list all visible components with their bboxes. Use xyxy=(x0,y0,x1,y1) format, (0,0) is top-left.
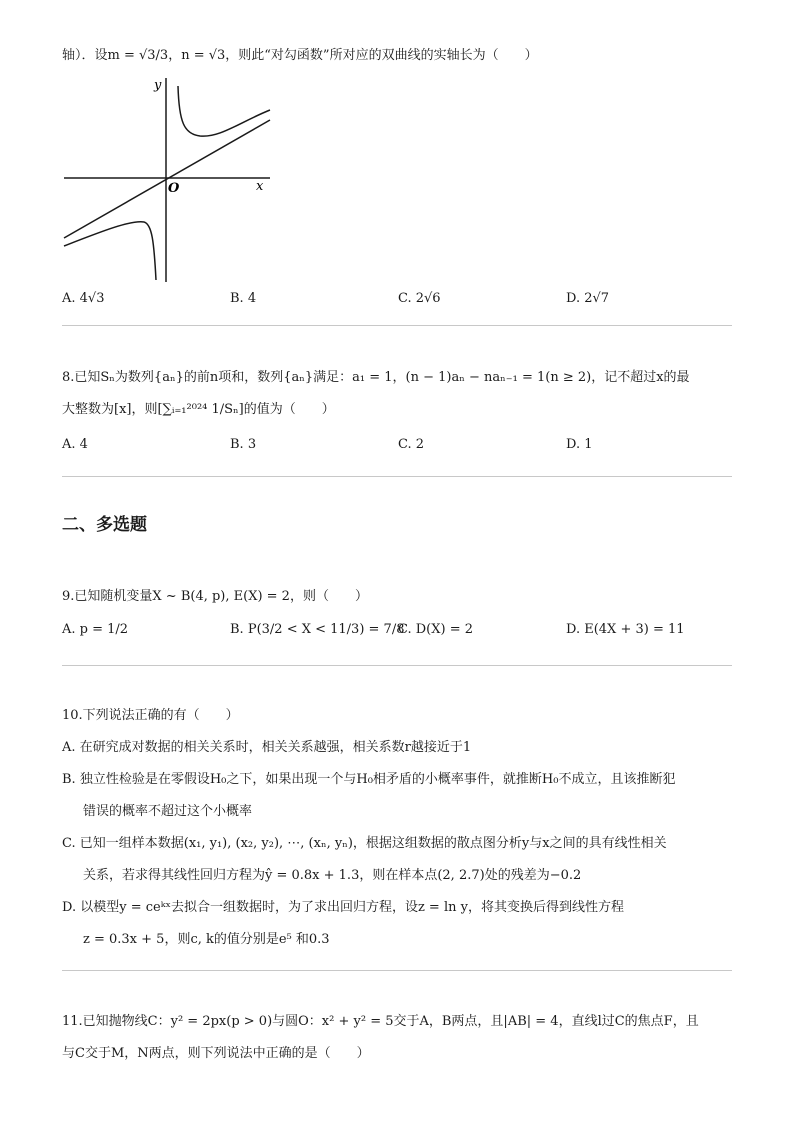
q9-option-a: A. p = 1/2 xyxy=(62,622,129,637)
q9-stem: 9.已知随机变量X ~ B(4, p), E(X) = 2，则（ ） xyxy=(62,589,368,604)
q10-option-b: B. 独立性检验是在零假设H₀之下，如果出现一个与H₀相矛盾的小概率事件，就推断H₀不成立，且该推断犯 xyxy=(62,772,676,787)
origin-label: O xyxy=(168,181,180,196)
x-axis-label: x xyxy=(256,179,264,194)
divider xyxy=(62,476,732,477)
divider xyxy=(62,665,732,666)
q8-option-d: D. 1 xyxy=(566,437,593,452)
q8-stem-line2: 大整数为[x]，则[∑ᵢ₌₁²⁰²⁴ 1/Sₙ]的值为（ ） xyxy=(62,402,335,417)
q9-option-b: B. P(3/2 < X < 11/3) = 7/8 xyxy=(230,622,405,637)
q10-option-c: C. 已知一组样本数据(x₁, y₁), (x₂, y₂), ⋯, (xₙ, yₙ)，根据这组数据的散点图分析y与x之间的具有线性相关 xyxy=(62,836,667,851)
section-title: 二、多选题 xyxy=(62,515,147,535)
q10-option-d-cont: z = 0.3x + 5，则c, k的值分别是e⁵ 和0.3 xyxy=(83,932,330,947)
q7-option-c: C. 2√6 xyxy=(398,291,441,306)
divider xyxy=(62,325,732,326)
asymptote-line xyxy=(64,120,270,238)
q8-stem-line1: 8.已知Sₙ为数列{aₙ}的前n项和，数列{aₙ}满足：a₁ = 1，(n − 1)aₙ − naₙ₋₁ = 1(n ≥ 2)，记不超过x的最 xyxy=(62,370,690,385)
q11-stem-line2: 与C交于M，N两点，则下列说法中正确的是（ ） xyxy=(62,1046,370,1061)
divider xyxy=(62,970,732,971)
hyperbola-graph xyxy=(60,72,275,287)
q8-option-c: C. 2 xyxy=(398,437,425,452)
q7-option-d: D. 2√7 xyxy=(566,291,610,306)
q9-option-c: C. D(X) = 2 xyxy=(398,622,473,637)
y-axis-label: y xyxy=(154,78,162,93)
q11-stem-line1: 11.已知抛物线C：y² = 2px(p > 0)与圆O：x² + y² = 5交于A，B两点，且|AB| = 4，直线l过C的焦点F，且 xyxy=(62,1014,699,1029)
q8-option-a: A. 4 xyxy=(62,437,88,452)
q8-option-b: B. 3 xyxy=(230,437,257,452)
q7-option-a: A. 4√3 xyxy=(62,291,105,306)
q10-option-c-cont: 关系，若求得其线性回归方程为ŷ = 0.8x + 1.3，则在样本点(2, 2.7)处的残差为−0.2 xyxy=(83,868,582,883)
q10-option-d: D. 以模型y = ceᵏˣ去拟合一组数据时，为了求出回归方程，设z = ln y，将其变换后得到线性方程 xyxy=(62,900,624,915)
q10-option-b-cont: 错误的概率不超过这个小概率 xyxy=(83,804,253,819)
q9-option-d: D. E(4X + 3) = 11 xyxy=(566,622,685,637)
q10-stem: 10.下列说法正确的有（ ） xyxy=(62,708,239,723)
q10-option-a: A. 在研究成对数据的相关关系时，相关关系越强，相关系数r越接近于1 xyxy=(62,740,472,755)
q7-stem: 轴）．设m = √3/3，n = √3，则此“对勾函数”所对应的双曲线的实轴长为（ ） xyxy=(62,48,538,63)
q7-option-b: B. 4 xyxy=(230,291,257,306)
